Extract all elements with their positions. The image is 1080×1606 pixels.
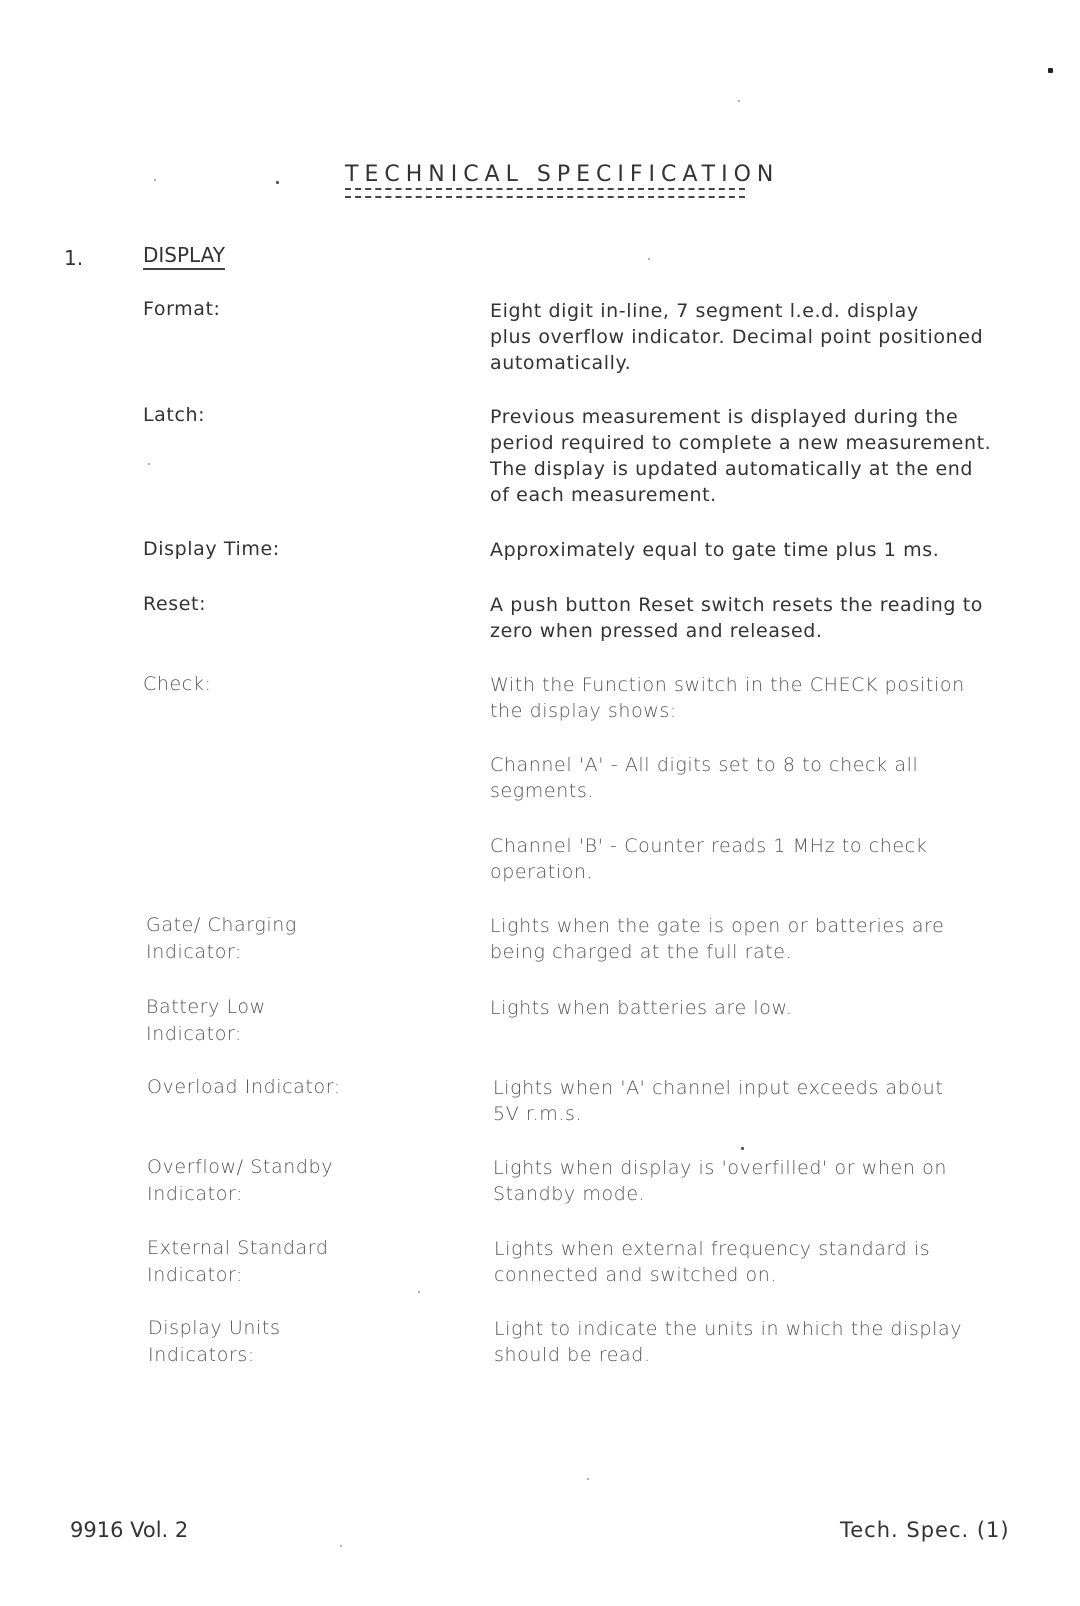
spec-text-display-units: Light to indicate the units in which the display should be read. [494, 1318, 963, 1366]
spec-text-reset: A push button Reset switch resets the reading to zero when pressed and released. [490, 594, 984, 642]
spec-text-battery-low: Lights when batteries are low. [490, 997, 793, 1019]
scan-speck [154, 179, 156, 181]
spec-label-display-time: Display Time: [143, 538, 280, 560]
spec-text-overload: Lights when 'A' channel input exceeds about 5V r.m.s. [493, 1077, 944, 1125]
spec-text-gate-charging: Lights when the gate is open or batteries are being charged at the full rate. [490, 915, 945, 963]
spec-label-battery-low: Battery Low Indicator: [146, 996, 266, 1045]
footer-page-ref: Tech. Spec. (1) [840, 1518, 1010, 1542]
spec-label-format: Format: [143, 298, 221, 320]
spec-label-display-units: Display Units Indicators: [148, 1317, 281, 1366]
scan-speck [648, 258, 650, 260]
spec-label-check: Check: [143, 673, 212, 695]
scan-speck [340, 1545, 342, 1547]
scan-speck [276, 181, 279, 184]
spec-label-overflow-standby: Overflow/ Standby Indicator: [147, 1156, 334, 1205]
section-number: 1. [64, 246, 84, 270]
section-title: DISPLAY [143, 243, 225, 270]
spec-label-latch: Latch: [143, 404, 206, 426]
scan-speck [738, 100, 740, 102]
scan-speck [1048, 68, 1053, 73]
spec-text-format: Eight digit in-line, 7 segment l.e.d. display plus overflow indicator. Decimal point positioned automatically. [490, 300, 984, 374]
spec-text-display-time: Approximately equal to gate time plus 1 ms. [490, 539, 940, 561]
spec-label-reset: Reset: [143, 593, 207, 615]
spec-text-overflow-standby: Lights when display is 'overfilled' or when on Standby mode. [493, 1157, 947, 1205]
scan-speck [418, 1291, 420, 1293]
footer-volume: 9916 Vol. 2 [70, 1518, 189, 1542]
spec-label-external-standard: External Standard Indicator: [147, 1237, 329, 1286]
spec-text-channel-a: Channel 'A' - All digits set to 8 to check all segments. [490, 754, 919, 802]
scan-speck [587, 1478, 589, 1480]
scan-speck [148, 463, 150, 465]
title-underline [345, 188, 745, 198]
spec-text-latch: Previous measurement is displayed during the period required to complete a new measurement. The display is updated automatically at the end of each measurement. [490, 406, 992, 506]
spec-text-check: With the Function switch in the CHECK position the display shows: [490, 674, 965, 722]
scan-speck [741, 1147, 744, 1150]
spec-label-gate-charging: Gate/ Charging Indicator: [146, 914, 297, 963]
spec-label-overload: Overload Indicator: [147, 1076, 341, 1098]
page-title: TECHNICAL SPECIFICATION [345, 162, 780, 187]
spec-text-channel-b: Channel 'B' - Counter reads 1 MHz to check operation. [490, 835, 928, 883]
spec-text-external-standard: Lights when external frequency standard is connected and switched on. [494, 1238, 931, 1286]
